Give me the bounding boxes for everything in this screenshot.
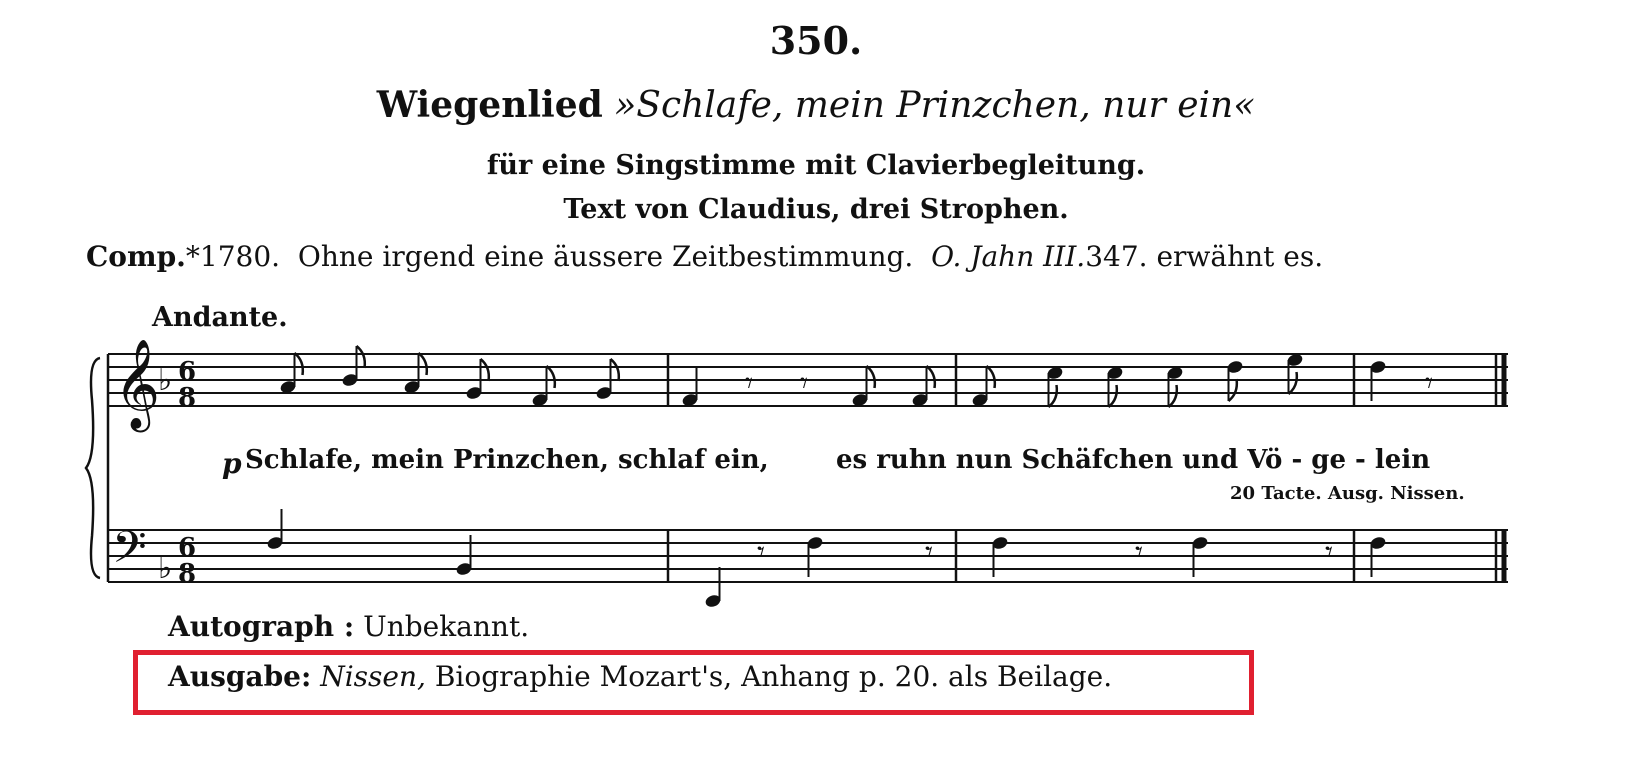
system-brace	[86, 358, 100, 578]
treble-notes	[279, 346, 1433, 408]
bass-time-6: 6	[178, 533, 197, 563]
treble-rest: 𝄾	[800, 366, 808, 401]
bass-notes	[266, 509, 1387, 609]
comp-reference-italic: O. Jahn III.	[931, 240, 1086, 273]
ausgabe-label: Ausgabe:	[168, 660, 312, 693]
subtitle: für eine Singstimme mit Clavierbegleitung.	[486, 150, 1146, 181]
bass-key-flat: ♭	[158, 551, 173, 586]
treble-time-8: 8	[178, 383, 197, 413]
title-bold: Wiegenlied	[376, 84, 603, 126]
treble-note-flag	[547, 366, 555, 388]
comp-note: Ohne irgend eine äussere Zeitbestimmung.	[297, 240, 914, 273]
autograph-value: Unbekannt.	[363, 610, 530, 643]
treble-note-flag	[419, 353, 427, 375]
dynamic-marking: p	[222, 447, 242, 480]
treble-note-flag	[1169, 385, 1177, 407]
treble-note-flag	[1229, 379, 1237, 401]
title-italic: »Schlafe, mein Prinzchen, nur ein«	[614, 85, 1256, 126]
treble-note-flag	[295, 353, 303, 375]
bass-clef: 𝄢	[112, 521, 147, 584]
bass-rest: 𝄾	[925, 535, 933, 570]
bass-rest: 𝄾	[757, 535, 765, 570]
item-number: 350.	[769, 18, 863, 63]
treble-rest: 𝄾	[1425, 366, 1433, 401]
treble-note-flag	[987, 366, 995, 388]
treble-note-flag	[481, 359, 489, 381]
autograph-line	[168, 610, 529, 643]
treble-rest: 𝄾	[745, 366, 753, 401]
comp-reference-rest: 347. erwähnt es.	[1085, 240, 1324, 273]
treble-note-flag	[1109, 385, 1117, 407]
treble-note-flag	[1049, 385, 1057, 407]
tempo-marking: Andante.	[152, 302, 288, 333]
autograph-label: Autograph :	[168, 610, 355, 643]
comp-label: Comp.	[86, 240, 186, 273]
ausgabe-italic: Nissen,	[320, 660, 426, 693]
treble-note-flag	[867, 366, 875, 388]
bass-rest: 𝄾	[1135, 535, 1143, 570]
ausgabe-line	[168, 660, 1112, 693]
treble-note-flag	[611, 359, 619, 381]
lyrics-part-1: Schlafe, mein Prinzchen, schlaf ein,	[245, 445, 769, 475]
text-line: Text von Claudius, drei Strophen.	[563, 194, 1069, 225]
bass-rest: 𝄾	[1325, 535, 1333, 570]
treble-clef: 𝄞	[114, 339, 161, 429]
lyrics-part-2: es ruhn nun Schäfchen und Vö - ge - lein	[836, 445, 1431, 475]
ausgabe-rest: Biographie Mozart's, Anhang p. 20. als Beilage.	[434, 660, 1113, 693]
tacte-note: 20 Tacte. Ausg. Nissen.	[1230, 483, 1465, 504]
treble-note-flag	[1289, 372, 1297, 394]
comp-date: *1780.	[185, 240, 281, 273]
treble-note-flag	[357, 346, 365, 368]
bass-time-8: 8	[178, 559, 197, 589]
treble-time-6: 6	[178, 357, 197, 387]
treble-key-flat: ♭	[158, 363, 173, 398]
treble-note-flag	[927, 366, 935, 388]
